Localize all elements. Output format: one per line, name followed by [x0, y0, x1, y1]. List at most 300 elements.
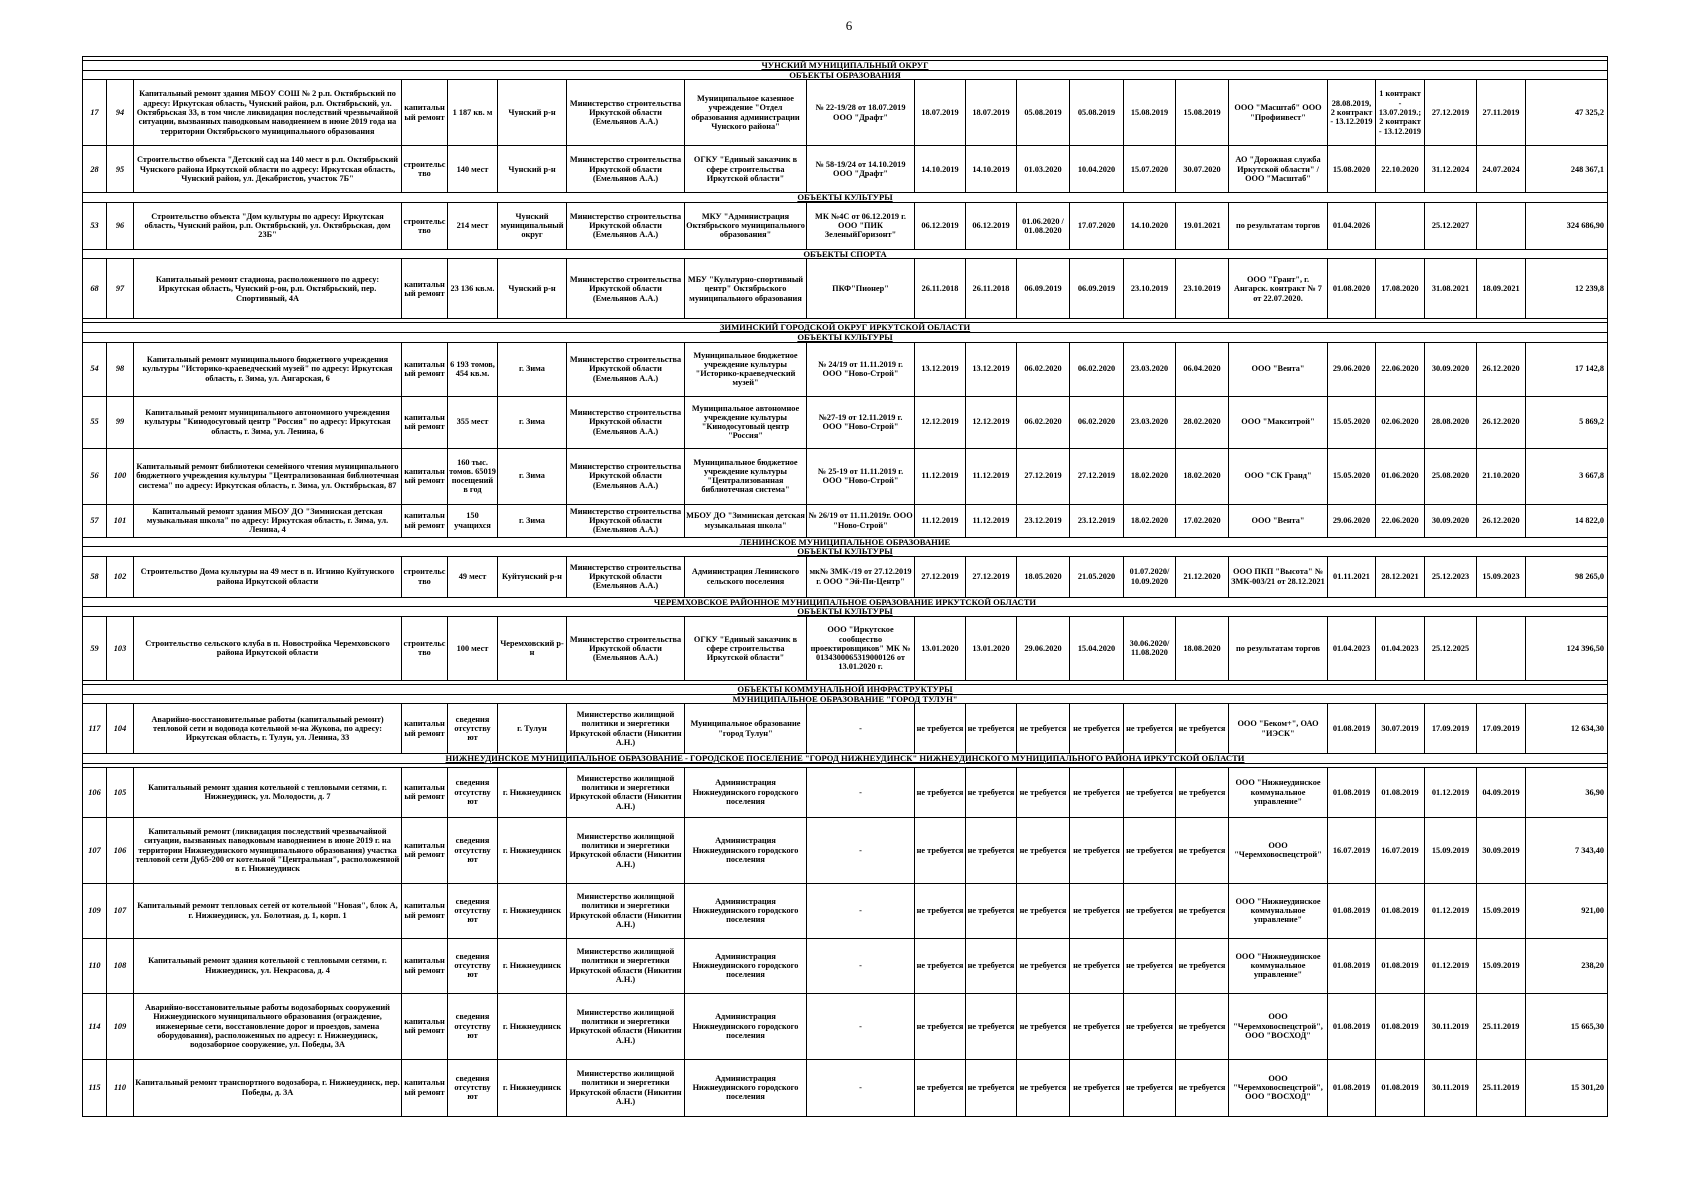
- plan-finish-cell: 27.12.2019: [1425, 80, 1477, 146]
- fact-finish-cell: 26.12.2020: [1477, 504, 1526, 537]
- cost-cell: 921,00: [1526, 883, 1608, 938]
- date-2-cell: 26.11.2018: [966, 259, 1017, 319]
- row-seq-cell: 109: [107, 993, 134, 1059]
- start-date-cell: 01.08.2020: [1328, 259, 1376, 319]
- responsible-ministry-cell: Министерство жилищной политики и энергетики Иркутской области (Никитин А.Н.): [567, 883, 685, 938]
- capacity-cell: сведения отсутству ют: [448, 938, 498, 993]
- responsible-ministry-cell: Министерство строительства Иркутской области (Емельянов А.А.): [567, 80, 685, 146]
- row-seq-cell: 96: [107, 202, 134, 249]
- cost-cell: 15 301,20: [1526, 1059, 1608, 1116]
- start-date-cell: 15.08.2020: [1328, 146, 1376, 193]
- customer-cell: Муниципальное казенное учреждение "Отдел образования администрации Чунского района": [685, 80, 807, 146]
- date-6-cell: 19.01.2021: [1176, 202, 1229, 249]
- cost-cell: 5 869,2: [1526, 396, 1608, 448]
- date-5-cell: не требуется: [1124, 883, 1176, 938]
- date-4-cell: не требуется: [1070, 817, 1124, 883]
- date-6-cell: 18.02.2020: [1176, 448, 1229, 504]
- date-3-cell: 29.06.2020: [1017, 616, 1070, 680]
- section-title: ОБЪЕКТЫ КУЛЬТУРЫ: [83, 332, 1608, 342]
- table-row: [83, 938, 1608, 993]
- contractor-cell: ООО "Черемховоспецстрой", ООО "ВОСХОД": [1229, 993, 1328, 1059]
- location-cell: г. Нижнеудинск: [498, 1059, 567, 1116]
- date-6-cell: 28.02.2020: [1176, 396, 1229, 448]
- date-2-cell: 18.07.2019: [966, 80, 1017, 146]
- section-header-row: [83, 249, 1608, 259]
- customer-cell: Муниципальное автономное учреждение культуры "Кинодосуговый центр "Россия": [685, 396, 807, 448]
- cost-cell: 124 396,50: [1526, 616, 1608, 680]
- cost-cell: 3 667,8: [1526, 448, 1608, 504]
- fact-finish-cell: 15.09.2019: [1477, 938, 1526, 993]
- fact-finish-cell: 18.09.2021: [1477, 259, 1526, 319]
- row-num-cell: 28: [83, 146, 107, 193]
- section-header-row: [83, 537, 1608, 547]
- date-2-cell: 11.12.2019: [966, 504, 1017, 537]
- contractor-cell: ООО "Черемховоспецстрой", ООО "ВОСХОД": [1229, 1059, 1328, 1116]
- table-row: [83, 80, 1608, 146]
- date-3-cell: 23.12.2019: [1017, 504, 1070, 537]
- start-date-cell: 01.11.2021: [1328, 556, 1376, 597]
- date-4-cell: 23.12.2019: [1070, 504, 1124, 537]
- row-seq-cell: 100: [107, 448, 134, 504]
- fact-finish-cell: 17.09.2019: [1477, 704, 1526, 754]
- plan-finish-cell: 30.11.2019: [1425, 1059, 1477, 1116]
- date-2-cell: 27.12.2019: [966, 556, 1017, 597]
- work-type-cell: капитальн ый ремонт: [402, 1059, 448, 1116]
- date-1-cell: 13.01.2020: [915, 616, 966, 680]
- section-header-row: [83, 323, 1608, 333]
- date-5-cell: не требуется: [1124, 938, 1176, 993]
- date-1-cell: 06.12.2019: [915, 202, 966, 249]
- customer-cell: Муниципальное бюджетное учреждение культуры "Централизованная библиотечная система": [685, 448, 807, 504]
- object-name-cell: Капитальный ремонт библиотеки семейного чтения муниципального бюджетного учреждения культуры "Централизованная библиотечная система" по адресу: Иркутская область, г. Зима, ул. Октябрьская, 87: [134, 448, 402, 504]
- section-title: ОБЪЕКТЫ КУЛЬТУРЫ: [83, 193, 1608, 203]
- date-2-cell: 13.12.2019: [966, 342, 1017, 396]
- capacity-cell: сведения отсутству ют: [448, 1059, 498, 1116]
- design-contract-cell: ООО "Иркутское сообщество проектировщиков" МК № 0134300065319000126 от 13.01.2020 г.: [807, 616, 915, 680]
- location-cell: г. Зима: [498, 396, 567, 448]
- date-1-cell: 13.12.2019: [915, 342, 966, 396]
- capacity-cell: сведения отсутству ют: [448, 993, 498, 1059]
- customer-cell: Администрация Нижнеудинского городского поселения: [685, 993, 807, 1059]
- start-date-cell: 29.06.2020: [1328, 504, 1376, 537]
- date-4-cell: 15.04.2020: [1070, 616, 1124, 680]
- design-contract-cell: -: [807, 767, 915, 817]
- date-5-cell: 18.02.2020: [1124, 448, 1176, 504]
- design-contract-cell: -: [807, 993, 915, 1059]
- start-date-cell: 01.04.2023: [1328, 616, 1376, 680]
- plan-finish-cell: 25.12.2025: [1425, 616, 1477, 680]
- contractor-cell: ООО "Беком+", ОАО "ИЭСК": [1229, 704, 1328, 754]
- section-title: ОБЪЕКТЫ КУЛЬТУРЫ: [83, 607, 1608, 617]
- responsible-ministry-cell: Министерство жилищной политики и энергетики Иркутской области (Никитин А.Н.): [567, 704, 685, 754]
- fact-finish-cell: 30.09.2019: [1477, 817, 1526, 883]
- date-5-cell: 15.08.2019: [1124, 80, 1176, 146]
- date-5-cell: 23.10.2019: [1124, 259, 1176, 319]
- date-2-cell: не требуется: [966, 767, 1017, 817]
- date-4-cell: не требуется: [1070, 883, 1124, 938]
- section-header-row: [83, 607, 1608, 617]
- cost-cell: 15 665,30: [1526, 993, 1608, 1059]
- capacity-cell: 140 мест: [448, 146, 498, 193]
- responsible-ministry-cell: Министерство строительства Иркутской области (Емельянов А.А.): [567, 202, 685, 249]
- plan-finish-cell: 31.12.2024: [1425, 146, 1477, 193]
- section-title: ОБЪЕКТЫ КУЛЬТУРЫ: [83, 547, 1608, 557]
- customer-cell: Администрация Ленинского сельского поселения: [685, 556, 807, 597]
- location-cell: Чунский муниципальный округ: [498, 202, 567, 249]
- responsible-ministry-cell: Министерство жилищной политики и энергетики Иркутской области (Никитин А.Н.): [567, 938, 685, 993]
- date-1-cell: не требуется: [915, 767, 966, 817]
- row-seq-cell: 110: [107, 1059, 134, 1116]
- design-contract-cell: № 26/19 от 11.11.2019г. ООО "Ново-Строй": [807, 504, 915, 537]
- work-type-cell: капитальн ый ремонт: [402, 767, 448, 817]
- date-5-cell: 23.03.2020: [1124, 342, 1176, 396]
- contract-date-cell: 22.10.2020: [1376, 146, 1425, 193]
- date-6-cell: не требуется: [1176, 817, 1229, 883]
- section-title: ЧЕРЕМХОВСКОЕ РАЙОННОЕ МУНИЦИПАЛЬНОЕ ОБРАЗОВАНИЕ ИРКУТСКОЙ ОБЛАСТИ: [83, 597, 1608, 607]
- customer-cell: МКУ "Администрация Октябрьского муниципального образования": [685, 202, 807, 249]
- date-1-cell: не требуется: [915, 817, 966, 883]
- date-4-cell: 27.12.2019: [1070, 448, 1124, 504]
- work-type-cell: капитальн ый ремонт: [402, 259, 448, 319]
- row-num-cell: 114: [83, 993, 107, 1059]
- plan-finish-cell: 15.09.2019: [1425, 817, 1477, 883]
- start-date-cell: 01.08.2019: [1328, 938, 1376, 993]
- row-num-cell: 55: [83, 396, 107, 448]
- date-3-cell: 06.02.2020: [1017, 342, 1070, 396]
- plan-finish-cell: 30.11.2019: [1425, 993, 1477, 1059]
- table-row: [83, 767, 1608, 817]
- date-2-cell: 11.12.2019: [966, 448, 1017, 504]
- row-seq-cell: 97: [107, 259, 134, 319]
- object-name-cell: Капитальный ремонт здания котельной с тепловыми сетями, г. Нижнеудинск, ул. Некрасова, д. 4: [134, 938, 402, 993]
- cost-cell: 248 367,1: [1526, 146, 1608, 193]
- row-seq-cell: 99: [107, 396, 134, 448]
- date-4-cell: не требуется: [1070, 1059, 1124, 1116]
- start-date-cell: 29.06.2020: [1328, 342, 1376, 396]
- date-6-cell: не требуется: [1176, 1059, 1229, 1116]
- work-type-cell: строительс тво: [402, 556, 448, 597]
- plan-finish-cell: 17.09.2019: [1425, 704, 1477, 754]
- fact-finish-cell: 25.11.2019: [1477, 993, 1526, 1059]
- plan-finish-cell: 01.12.2019: [1425, 938, 1477, 993]
- row-seq-cell: 94: [107, 80, 134, 146]
- customer-cell: Администрация Нижнеудинского городского поселения: [685, 817, 807, 883]
- start-date-cell: 28.08.2019, 2 контракт - 13.12.2019: [1328, 80, 1376, 146]
- location-cell: г. Нижнеудинск: [498, 767, 567, 817]
- section-header-row: [83, 70, 1608, 80]
- object-name-cell: Капитальный ремонт тепловых сетей от котельной "Новая", блок А, г. Нижнеудинск, ул. Болотная, д. 1, корп. 1: [134, 883, 402, 938]
- date-3-cell: не требуется: [1017, 704, 1070, 754]
- design-contract-cell: -: [807, 883, 915, 938]
- date-6-cell: не требуется: [1176, 938, 1229, 993]
- object-name-cell: Капитальный ремонт здания котельной с тепловыми сетями, г. Нижнеудинск, ул. Молодости, д. 7: [134, 767, 402, 817]
- plan-finish-cell: 01.12.2019: [1425, 883, 1477, 938]
- design-contract-cell: МК №4С от 06.12.2019 г. ООО "ПИК ЗеленыйГоризонт": [807, 202, 915, 249]
- contractor-cell: ООО "Грант", г. Ангарск. контракт № 7 от 22.07.2020.: [1229, 259, 1328, 319]
- section-title: НИЖНЕУДИНСКОЕ МУНИЦИПАЛЬНОЕ ОБРАЗОВАНИЕ - ГОРОДСКОЕ ПОСЕЛЕНИЕ "ГОРОД НИЖНЕУДИНСК" НИЖНЕУДИНСКОГО МУНИЦИПАЛЬНОГО РАЙОНА ИРКУТСКОЙ ОБЛАСТИ: [83, 754, 1608, 764]
- contractor-cell: по результатам торгов: [1229, 616, 1328, 680]
- date-6-cell: 30.07.2020: [1176, 146, 1229, 193]
- location-cell: Чунский р-н: [498, 146, 567, 193]
- section-title: ОБЪЕКТЫ КОММУНАЛЬНОЙ ИНФРАСТРУКТУРЫ: [83, 684, 1608, 694]
- contractor-cell: по результатам торгов: [1229, 202, 1328, 249]
- work-type-cell: капитальн ый ремонт: [402, 883, 448, 938]
- plan-finish-cell: 25.08.2020: [1425, 448, 1477, 504]
- date-2-cell: 12.12.2019: [966, 396, 1017, 448]
- table-row: [83, 883, 1608, 938]
- cost-cell: 7 343,40: [1526, 817, 1608, 883]
- capacity-cell: 355 мест: [448, 396, 498, 448]
- date-2-cell: не требуется: [966, 993, 1017, 1059]
- design-contract-cell: -: [807, 817, 915, 883]
- contract-date-cell: 01.08.2019: [1376, 1059, 1425, 1116]
- design-contract-cell: № 22-19/28 от 18.07.2019 ООО "Драфт": [807, 80, 915, 146]
- responsible-ministry-cell: Министерство жилищной политики и энергетики Иркутской области (Никитин А.Н.): [567, 817, 685, 883]
- date-1-cell: 11.12.2019: [915, 448, 966, 504]
- location-cell: Черемховский р-н: [498, 616, 567, 680]
- cost-cell: 14 822,0: [1526, 504, 1608, 537]
- section-header-row: [83, 61, 1608, 71]
- date-2-cell: 06.12.2019: [966, 202, 1017, 249]
- date-5-cell: 15.07.2020: [1124, 146, 1176, 193]
- date-3-cell: не требуется: [1017, 938, 1070, 993]
- date-5-cell: не требуется: [1124, 704, 1176, 754]
- date-6-cell: 18.08.2020: [1176, 616, 1229, 680]
- work-type-cell: строительс тво: [402, 202, 448, 249]
- contract-date-cell: 01.08.2019: [1376, 883, 1425, 938]
- fact-finish-cell: 24.07.2024: [1477, 146, 1526, 193]
- plan-finish-cell: 31.08.2021: [1425, 259, 1477, 319]
- row-num-cell: 56: [83, 448, 107, 504]
- responsible-ministry-cell: Министерство строительства Иркутской области (Емельянов А.А.): [567, 396, 685, 448]
- date-6-cell: не требуется: [1176, 767, 1229, 817]
- row-seq-cell: 104: [107, 704, 134, 754]
- fact-finish-cell: 25.11.2019: [1477, 1059, 1526, 1116]
- plan-finish-cell: 01.12.2019: [1425, 767, 1477, 817]
- customer-cell: Администрация Нижнеудинского городского поселения: [685, 1059, 807, 1116]
- fact-finish-cell: 26.12.2020: [1477, 342, 1526, 396]
- table-row: [83, 616, 1608, 680]
- customer-cell: Администрация Нижнеудинского городского поселения: [685, 883, 807, 938]
- customer-cell: Муниципальное бюджетное учреждение культуры "Историко-краеведческий музей": [685, 342, 807, 396]
- row-seq-cell: 101: [107, 504, 134, 537]
- start-date-cell: 01.08.2019: [1328, 704, 1376, 754]
- date-5-cell: 18.02.2020: [1124, 504, 1176, 537]
- fact-finish-cell: 04.09.2019: [1477, 767, 1526, 817]
- section-header-row: [83, 547, 1608, 557]
- date-3-cell: не требуется: [1017, 1059, 1070, 1116]
- work-type-cell: капитальн ый ремонт: [402, 504, 448, 537]
- responsible-ministry-cell: Министерство жилищной политики и энергетики Иркутской области (Никитин А.Н.): [567, 767, 685, 817]
- fact-finish-cell: 26.12.2020: [1477, 396, 1526, 448]
- date-6-cell: не требуется: [1176, 704, 1229, 754]
- object-name-cell: Капитальный ремонт муниципального автономного учреждения культуры "Кинодосуговый центр "Россия" по адресу: Иркутская область, г. Зима, ул. Ленина, 6: [134, 396, 402, 448]
- date-5-cell: не требуется: [1124, 1059, 1176, 1116]
- date-3-cell: 01.06.2020 / 01.08.2020: [1017, 202, 1070, 249]
- capacity-cell: сведения отсутству ют: [448, 767, 498, 817]
- table-row: [83, 556, 1608, 597]
- customer-cell: МБУ "Культурно-спортивный центр" Октябрьского муниципального образования: [685, 259, 807, 319]
- date-2-cell: 14.10.2019: [966, 146, 1017, 193]
- responsible-ministry-cell: Министерство строительства Иркутской области (Емельянов А.А.): [567, 342, 685, 396]
- row-num-cell: 68: [83, 259, 107, 319]
- row-num-cell: 110: [83, 938, 107, 993]
- responsible-ministry-cell: Министерство строительства Иркутской области (Емельянов А.А.): [567, 616, 685, 680]
- start-date-cell: 01.08.2019: [1328, 767, 1376, 817]
- location-cell: Куйтунский р-н: [498, 556, 567, 597]
- customer-cell: Муниципальное образование "город Тулун": [685, 704, 807, 754]
- row-seq-cell: 108: [107, 938, 134, 993]
- start-date-cell: 01.08.2019: [1328, 1059, 1376, 1116]
- date-6-cell: 17.02.2020: [1176, 504, 1229, 537]
- date-2-cell: не требуется: [966, 938, 1017, 993]
- contract-date-cell: 01.04.2023: [1376, 616, 1425, 680]
- row-num-cell: 115: [83, 1059, 107, 1116]
- responsible-ministry-cell: Министерство строительства Иркутской области (Емельянов А.А.): [567, 556, 685, 597]
- section-title: МУНИЦИПАЛЬНОЕ ОБРАЗОВАНИЕ "ГОРОД ТУЛУН": [83, 694, 1608, 704]
- date-5-cell: 30.06.2020/ 11.08.2020: [1124, 616, 1176, 680]
- row-num-cell: 54: [83, 342, 107, 396]
- capacity-cell: 1 187 кв. м: [448, 80, 498, 146]
- object-name-cell: Капитальный ремонт транспортного водозабора, г. Нижнеудинск, пер. Победы, д. 3А: [134, 1059, 402, 1116]
- design-contract-cell: мк№ ЗМК-/19 от 27.12.2019 г. ООО "Эй-Пи-Центр": [807, 556, 915, 597]
- contract-date-cell: 01.08.2019: [1376, 767, 1425, 817]
- section-header-row: [83, 694, 1608, 704]
- row-num-cell: 117: [83, 704, 107, 754]
- date-2-cell: 13.01.2020: [966, 616, 1017, 680]
- start-date-cell: 01.08.2019: [1328, 993, 1376, 1059]
- responsible-ministry-cell: Министерство жилищной политики и энергетики Иркутской области (Никитин А.Н.): [567, 993, 685, 1059]
- date-6-cell: не требуется: [1176, 993, 1229, 1059]
- row-seq-cell: 102: [107, 556, 134, 597]
- plan-finish-cell: 25.12.2027: [1425, 202, 1477, 249]
- table-row: [83, 817, 1608, 883]
- date-1-cell: 11.12.2019: [915, 504, 966, 537]
- design-contract-cell: № 25-19 от 11.11.2019 г. ООО "Ново-Строй": [807, 448, 915, 504]
- date-5-cell: 01.07.2020/ 10.09.2020: [1124, 556, 1176, 597]
- location-cell: г. Нижнеудинск: [498, 938, 567, 993]
- row-seq-cell: 105: [107, 767, 134, 817]
- fact-finish-cell: 21.10.2020: [1477, 448, 1526, 504]
- work-type-cell: капитальн ый ремонт: [402, 817, 448, 883]
- section-title: ЧУНСКИЙ МУНИЦИПАЛЬНЫЙ ОКРУГ: [83, 61, 1608, 71]
- object-name-cell: Капитальный ремонт (ликвидация последствий чрезвычайной ситуации, вызванных паводковым наводнением в июне 2019 г. на территории Нижнеудинского муниципального образования) участка тепловой сети Ду65-200 от котельной "Центральная", расположенной в г. Нижнеудинск: [134, 817, 402, 883]
- contractor-cell: ООО "Вента": [1229, 504, 1328, 537]
- contract-date-cell: 22.06.2020: [1376, 342, 1425, 396]
- date-6-cell: 15.08.2019: [1176, 80, 1229, 146]
- date-2-cell: не требуется: [966, 1059, 1017, 1116]
- date-5-cell: не требуется: [1124, 817, 1176, 883]
- date-1-cell: 14.10.2019: [915, 146, 966, 193]
- date-3-cell: не требуется: [1017, 993, 1070, 1059]
- date-4-cell: не требуется: [1070, 993, 1124, 1059]
- date-1-cell: не требуется: [915, 938, 966, 993]
- date-3-cell: 06.09.2019: [1017, 259, 1070, 319]
- work-type-cell: капитальн ый ремонт: [402, 80, 448, 146]
- contract-date-cell: 1 контракт - 13.07.2019.; 2 контракт - 13.12.2019: [1376, 80, 1425, 146]
- date-3-cell: 27.12.2019: [1017, 448, 1070, 504]
- date-5-cell: 23.03.2020: [1124, 396, 1176, 448]
- cost-cell: 36,90: [1526, 767, 1608, 817]
- row-seq-cell: 107: [107, 883, 134, 938]
- row-num-cell: 17: [83, 80, 107, 146]
- plan-finish-cell: 30.09.2020: [1425, 504, 1477, 537]
- customer-cell: МБОУ ДО "Зиминская детская музыкальная школа": [685, 504, 807, 537]
- customer-cell: Администрация Нижнеудинского городского поселения: [685, 767, 807, 817]
- contractor-cell: ООО "Нижнеудинское коммунальное управление": [1229, 883, 1328, 938]
- cost-cell: 12 634,30: [1526, 704, 1608, 754]
- fact-finish-cell: 27.11.2019: [1477, 80, 1526, 146]
- object-name-cell: Капитальный ремонт здания МБОУ СОШ № 2 р.п. Октябрьский по адресу: Иркутская область, Чунский район, р.п. Октябрьский, ул. Октябрьская 33, в том числе ликвидация последствий чрезвычайной ситуации, вызванных паводковым наводнением в июне 2019 года на территории Октябрьского муниципального образования: [134, 80, 402, 146]
- section-title: ОБЪЕКТЫ СПОРТА: [83, 249, 1608, 259]
- fact-finish-cell: 15.09.2019: [1477, 883, 1526, 938]
- table-row: [83, 1059, 1608, 1116]
- capacity-cell: сведения отсутству ют: [448, 883, 498, 938]
- capacity-cell: 160 тыс. томов. 65019 посещений в год: [448, 448, 498, 504]
- location-cell: г. Тулун: [498, 704, 567, 754]
- row-seq-cell: 106: [107, 817, 134, 883]
- contract-date-cell: 01.08.2019: [1376, 993, 1425, 1059]
- date-6-cell: 21.12.2020: [1176, 556, 1229, 597]
- capacity-cell: 150 учащихся: [448, 504, 498, 537]
- date-4-cell: не требуется: [1070, 938, 1124, 993]
- contract-date-cell: 30.07.2019: [1376, 704, 1425, 754]
- date-4-cell: 06.09.2019: [1070, 259, 1124, 319]
- date-4-cell: 17.07.2020: [1070, 202, 1124, 249]
- date-4-cell: 05.08.2019: [1070, 80, 1124, 146]
- design-contract-cell: №27-19 от 12.11.2019 г. ООО "Ново-Строй": [807, 396, 915, 448]
- date-1-cell: 26.11.2018: [915, 259, 966, 319]
- responsible-ministry-cell: Министерство строительства Иркутской области (Емельянов А.А.): [567, 448, 685, 504]
- capacity-cell: сведения отсутству ют: [448, 704, 498, 754]
- contractor-cell: ООО "Макситрой": [1229, 396, 1328, 448]
- row-num-cell: 58: [83, 556, 107, 597]
- design-contract-cell: -: [807, 704, 915, 754]
- start-date-cell: 15.05.2020: [1328, 396, 1376, 448]
- section-header-row: [83, 754, 1608, 764]
- plan-finish-cell: 28.08.2020: [1425, 396, 1477, 448]
- work-type-cell: капитальн ый ремонт: [402, 448, 448, 504]
- row-num-cell: 106: [83, 767, 107, 817]
- date-5-cell: 14.10.2020: [1124, 202, 1176, 249]
- date-3-cell: 18.05.2020: [1017, 556, 1070, 597]
- plan-finish-cell: 30.09.2020: [1425, 342, 1477, 396]
- date-3-cell: 05.08.2019: [1017, 80, 1070, 146]
- date-1-cell: 12.12.2019: [915, 396, 966, 448]
- date-4-cell: не требуется: [1070, 704, 1124, 754]
- work-type-cell: строительс тво: [402, 616, 448, 680]
- customer-cell: ОГКУ "Единый заказчик в сфере строительства Иркутской области": [685, 616, 807, 680]
- date-2-cell: не требуется: [966, 817, 1017, 883]
- table-row: [83, 202, 1608, 249]
- table-row: [83, 342, 1608, 396]
- work-type-cell: капитальн ый ремонт: [402, 342, 448, 396]
- row-num-cell: 57: [83, 504, 107, 537]
- date-1-cell: не требуется: [915, 993, 966, 1059]
- object-name-cell: Строительство Дома культуры на 49 мест в п. Игнино Куйтунского района Иркутской области: [134, 556, 402, 597]
- section-title: ЗИМИНСКИЙ ГОРОДСКОЙ ОКРУГ ИРКУТСКОЙ ОБЛАСТИ: [83, 323, 1608, 333]
- date-1-cell: 27.12.2019: [915, 556, 966, 597]
- capacity-cell: 214 мест: [448, 202, 498, 249]
- contractor-cell: АО "Дорожная служба Иркутской области" / ООО "Масштаб": [1229, 146, 1328, 193]
- responsible-ministry-cell: Министерство строительства Иркутской области (Емельянов А.А.): [567, 259, 685, 319]
- date-5-cell: не требуется: [1124, 993, 1176, 1059]
- location-cell: г. Зима: [498, 504, 567, 537]
- start-date-cell: 15.05.2020: [1328, 448, 1376, 504]
- row-num-cell: 53: [83, 202, 107, 249]
- capacity-cell: 100 мест: [448, 616, 498, 680]
- customer-cell: ОГКУ "Единый заказчик в сфере строительства Иркутской области": [685, 146, 807, 193]
